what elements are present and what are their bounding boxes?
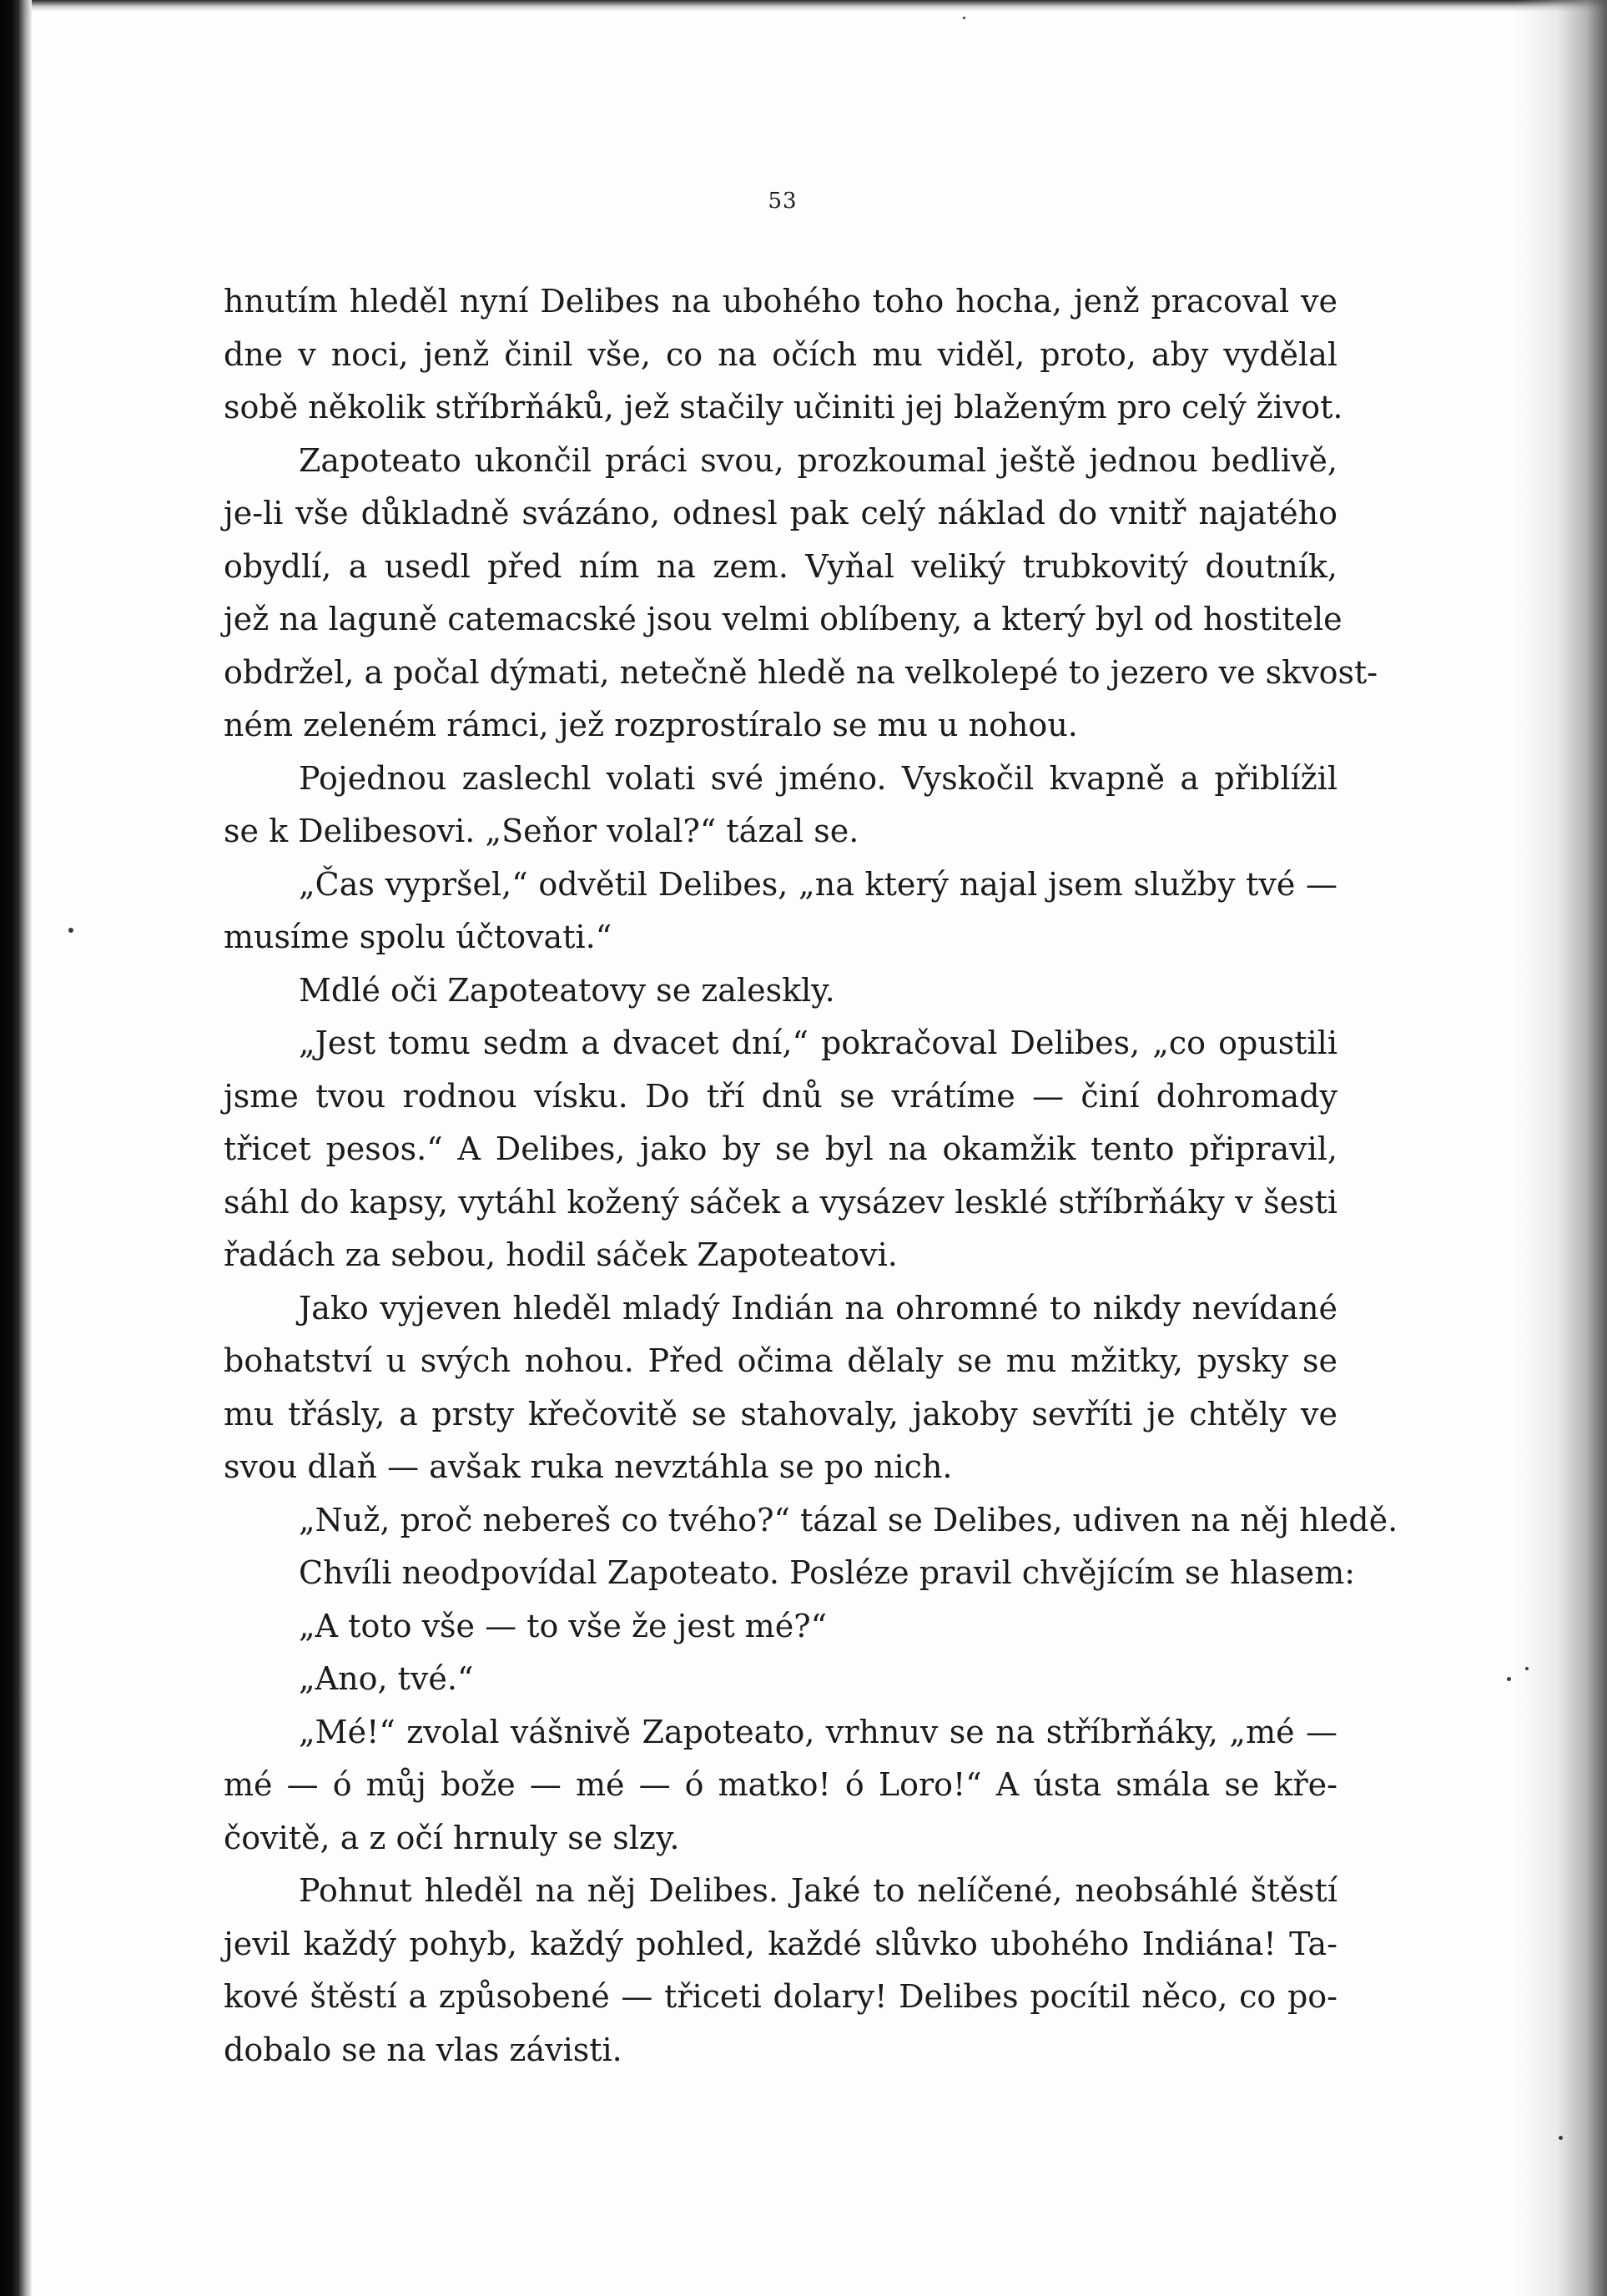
text-line: sobě několik stříbrňáků, jež stačily učiniti jej blaženým pro celý život. [224,389,1343,425]
text-line: obydlí, a usedl před ním na zem. Vyňal veliký trubkovitý doutník, [224,547,1337,585]
text-line: „Mé!“ zvolal vášnivě Zapoteato, vrhnuv se na stříbrňáky, „mé — [299,1713,1337,1750]
text-line: bohatství u svých nohou. Před očima dělaly se mu mžitky, pysky se [224,1342,1337,1379]
text-line: mé — ó můj bože — mé — ó matko! ó Loro!“ A ústa smála se kře- [224,1766,1337,1803]
text-line: Chvíli neodpovídal Zapoteato. Posléze pravil chvějícím se hlasem: [299,1554,1356,1591]
paragraph [224,275,1343,435]
text-line: „Nuž, proč nebereš co tvého?“ tázal se Delibes, udiven na něj hledě. [299,1501,1398,1538]
text-line: ném zeleném rámci, jež rozprostíralo se mu u nohou. [224,707,1078,743]
text-line: „Čas vypršel,“ odvětil Delibes, „na který najal jsem služby tvé — [299,865,1337,903]
text-line: jsme tvou rodnou vísku. Do tří dnů se vrátíme — činí dohromady [224,1077,1337,1115]
paragraph [224,1547,1356,1600]
scan-speck [1525,1667,1529,1670]
paragraph [224,1017,1337,1282]
paragraph [224,1706,1337,1866]
text-line: Mdlé oči Zapoteatovy se zaleskly. [299,971,835,1009]
paragraph [224,753,1337,858]
text-line: dne v noci, jenž činil vše, co na očích mu viděl, proto, aby vydělal [224,335,1337,373]
page-right-edge-shadow [1515,0,1607,2296]
text-line: „Jest tomu sedm a dvacet dní,“ pokračoval Delibes, „co opustili [299,1025,1337,1061]
text-line: musíme spolu účtovati.“ [224,919,612,955]
book-binding-edge [0,0,32,2296]
page-top-edge [32,0,1607,12]
text-line: kové štěstí a způsobené — třiceti dolary! Delibes pocítil něco, co po- [224,1978,1337,2015]
text-line: třicet pesos.“ A Delibes, jako by se byl na okamžik tento připravil, [224,1130,1337,1167]
text-line: jevil každý pohyb, každý pohled, každé slůvko ubohého Indiána! Ta- [224,1925,1337,1962]
text-line: řadách za sebou, hodil sáček Zapoteatovi. [224,1236,898,1273]
scan-speck [1559,2136,1563,2140]
paragraph [224,1282,1337,1494]
text-line: mu třásly, a prsty křečovitě se stahovaly, jakoby sevříti je chtěly ve [224,1395,1337,1432]
text-line: čovitě, a z očí hrnuly se slzy. [224,1819,680,1856]
text-line: Pojednou zaslechl volati své jméno. Vyskočil kvapně a přiblížil [299,759,1337,797]
scan-speck [1507,1677,1511,1681]
text-line: Jako vyjeven hleděl mladý Indián na ohromné to nikdy nevídané [299,1289,1337,1327]
text-line: dobalo se na vlas závisti. [224,2031,622,2068]
paragraph [224,435,1378,753]
paragraph [224,1653,1337,1706]
text-line: obdržel, a počal dýmati, netečně hledě na velkolepé to jezero ve skvost- [224,653,1378,691]
paragraph [224,858,1337,964]
text-line: Pohnut hleděl na něj Delibes. Jaké to nelíčené, neobsáhlé štěstí [299,1872,1337,1909]
text-line: je-li vše důkladně svázáno, odnesl pak celý náklad do vnitř najatého [224,495,1337,531]
text-line: „Ano, tvé.“ [299,1660,474,1697]
text-line: jež na laguně catemacské jsou velmi oblíbeny, a který byl od hostitele [224,601,1343,637]
scan-speck [68,928,73,933]
body-text [224,275,1398,2077]
text-line: sáhl do kapsy, vytáhl kožený sáček a vysázev lesklé stříbrňáky v šesti [224,1183,1337,1221]
paragraph [224,1494,1398,1548]
text-line: „A toto vše — to vše že jest mé?“ [299,1607,827,1644]
page-number: 53 [768,189,798,214]
paragraph [224,964,1337,1018]
text-line: svou dlaň — avšak ruka nevztáhla se po nich. [224,1448,953,1485]
paragraph [224,1600,1337,1654]
text-line: hnutím hleděl nyní Delibes na ubohého toho hocha, jenž pracoval ve [224,283,1337,320]
text-line: se k Delibesovi. „Seňor volal?“ tázal se. [224,813,859,849]
text-line: Zapoteato ukončil práci svou, prozkoumal ještě jednou bedlivě, [299,441,1337,479]
paragraph [224,1865,1337,2077]
scan-speck [963,17,965,19]
